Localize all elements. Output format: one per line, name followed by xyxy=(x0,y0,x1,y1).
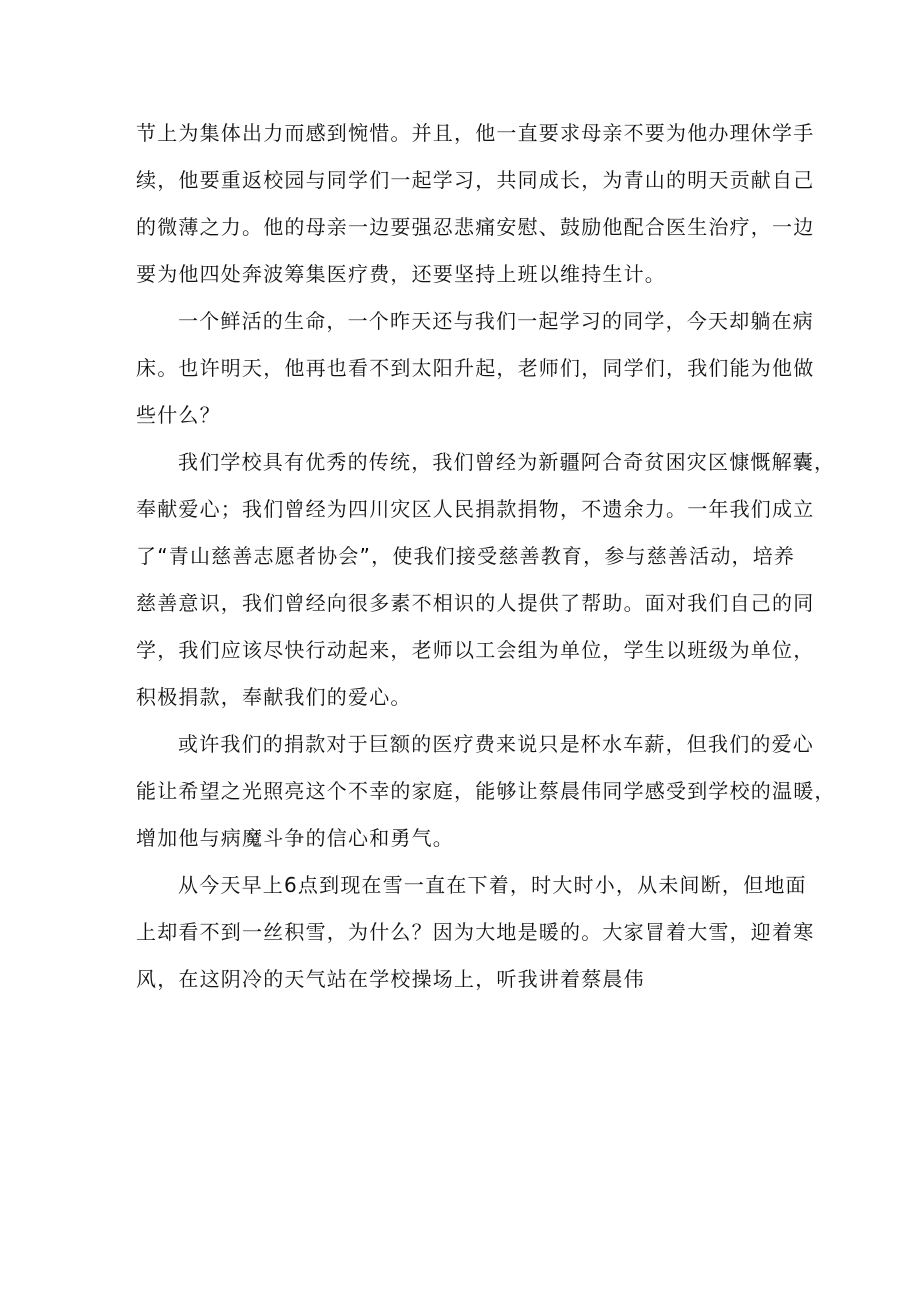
text-line: 能让希望之光照亮这个不幸的家庭，能够让蔡晨伟同学感受到学校的温暖， xyxy=(136,779,836,803)
text-line: 积极捐款，奉献我们的爱心。 xyxy=(136,685,412,709)
text-line: 续，他要重返校园与同学们一起学习，共同成长，为青山的明天贡献自己 xyxy=(136,168,815,192)
document-body xyxy=(136,110,836,1003)
paragraph-start-line: 或许我们的捐款对于巨额的医疗费来说只是杯水车薪，但我们的爱心 xyxy=(178,732,814,756)
text-line: 慈善意识，我们曾经向很多素不相识的人提供了帮助。面对我们自己的同 xyxy=(136,591,815,615)
paragraph-start-line: 从今天早上6点到现在雪一直在下着，时大时小，从未间断，但地面 xyxy=(178,873,807,897)
text-line: 床。也许明天，他再也看不到太阳升起，老师们，同学们，我们能为他做 xyxy=(136,356,815,380)
text-line: 增加他与病魔斗争的信心和勇气。 xyxy=(136,826,454,850)
text-line: 节上为集体出力而感到惋惜。并且，他一直要求母亲不要为他办理休学手 xyxy=(136,121,815,145)
text-line: 要为他四处奔波筹集医疗费，还要坚持上班以维持生计。 xyxy=(136,262,666,286)
text-line: 风，在这阴冷的天气站在学校操场上，听我讲着蔡晨伟 xyxy=(136,967,645,991)
paragraph-start-line: 我们学校具有优秀的传统，我们曾经为新疆阿合奇贫困灾区慷慨解囊， xyxy=(178,450,836,474)
text-line: 些什么？ xyxy=(136,403,221,427)
paragraph-start-line: 一个鲜活的生命，一个昨天还与我们一起学习的同学，今天却躺在病 xyxy=(178,309,814,333)
text-line: 了“青山慈善志愿者协会”，使我们接受慈善教育，参与慈善活动，培养 xyxy=(136,544,796,568)
text-line: 的微薄之力。他的母亲一边要强忍悲痛安慰、鼓励他配合医生治疗，一边 xyxy=(136,215,815,239)
text-line: 学，我们应该尽快行动起来，老师以工会组为单位，学生以班级为单位， xyxy=(136,638,815,662)
text-line: 上却看不到一丝积雪，为什么？因为大地是暖的。大家冒着大雪，迎着寒 xyxy=(136,920,815,944)
text-line: 奉献爱心；我们曾经为四川灾区人民捐款捐物，不遗余力。一年我们成立 xyxy=(136,497,815,521)
